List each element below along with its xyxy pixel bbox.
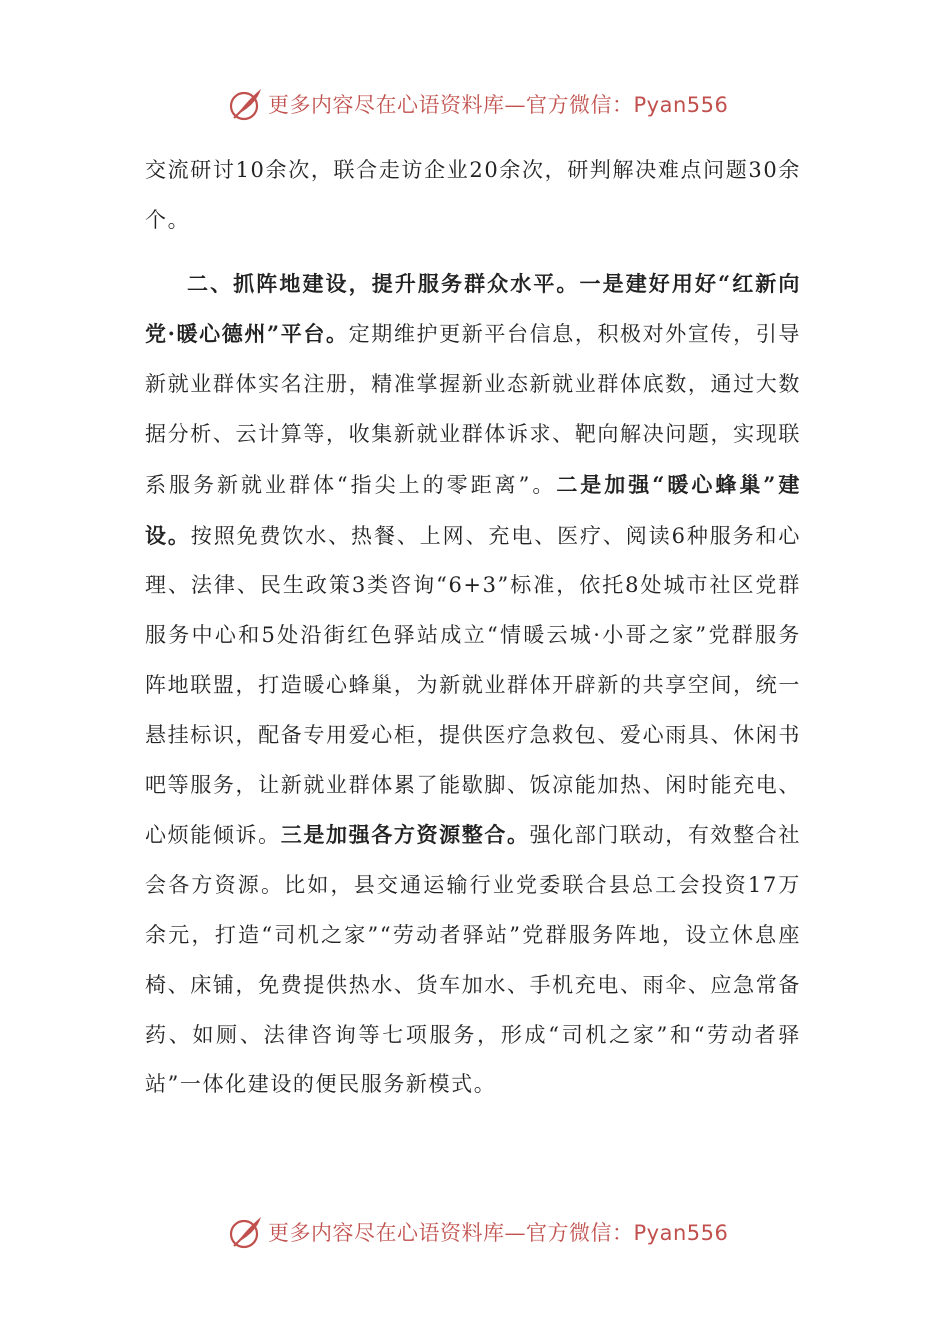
section-heading: 二、抓阵地建设，提升服务群众水平。一是建好用好“红新向党·暖心德州”平台。 [145, 270, 801, 347]
banner-text: 更多内容尽在心语资料库—官方微信： [268, 1221, 634, 1245]
text-run: 按照免费饮水、热餐、上网、充电、医疗、阅读6种服务和心理、法律、民生政策3类咨询“6+3”标准，依托8处城市社区党群服务中心和5处沿街红色驿站成立“情暖云城·小哥之家”党群服务阵地联盟，打造暖心蜂巢，为新就业群体开辟新的共享空间，统一悬挂标识，配备专用爱心柜，提供医疗急救包、爱心雨具、休闲书吧等服务，让新就业群体累了能歇脚、饭凉能加热、闲时能充电、心烦能倾诉。 [145, 523, 802, 848]
wechat-id: Pyan556 [633, 93, 729, 117]
quill-pen-icon [228, 1214, 264, 1250]
paragraph-1 [145, 146, 801, 246]
text-run: 强化部门联动，有效整合社会各方资源。比如，县交通运输行业党委联合县总工会投资17万余元，打造“司机之家”“劳动者驿站”党群服务阵地，设立休息座椅、床铺，免费提供热水、货车加水、手机充电、雨伞、应急常备药、如厕、法律咨询等七项服务，形成“司机之家”和“劳动者驿站”一体化建设的便民服务新模式。 [145, 823, 801, 1097]
subheading-3: 三是加强各方资源整合。 [280, 822, 530, 848]
quill-pen-icon [228, 86, 264, 122]
text-run: 定期维护更新平台信息，积极对外宣传，引导新就业群体实名注册，精准掌握新业态新就业群体底数，通过大数据分析、云计算等，收集新就业群体诉求、靶向解决问题，实现联系服务新就业群体“指尖上的零距离”。 [145, 322, 802, 497]
text-run: 交流研讨10余次，联合走访企业20余次，研判解决难点问题30余个。 [145, 158, 801, 232]
footer-banner [228, 1212, 728, 1252]
banner-text: 更多内容尽在心语资料库—官方微信： [268, 93, 634, 117]
wechat-id: Pyan556 [633, 1221, 729, 1245]
header-banner [228, 84, 728, 124]
paragraph-2 [145, 259, 801, 1111]
subheading-2: 二是加强“暖心蜂巢”建设。 [145, 471, 801, 548]
document-body [145, 146, 801, 1110]
